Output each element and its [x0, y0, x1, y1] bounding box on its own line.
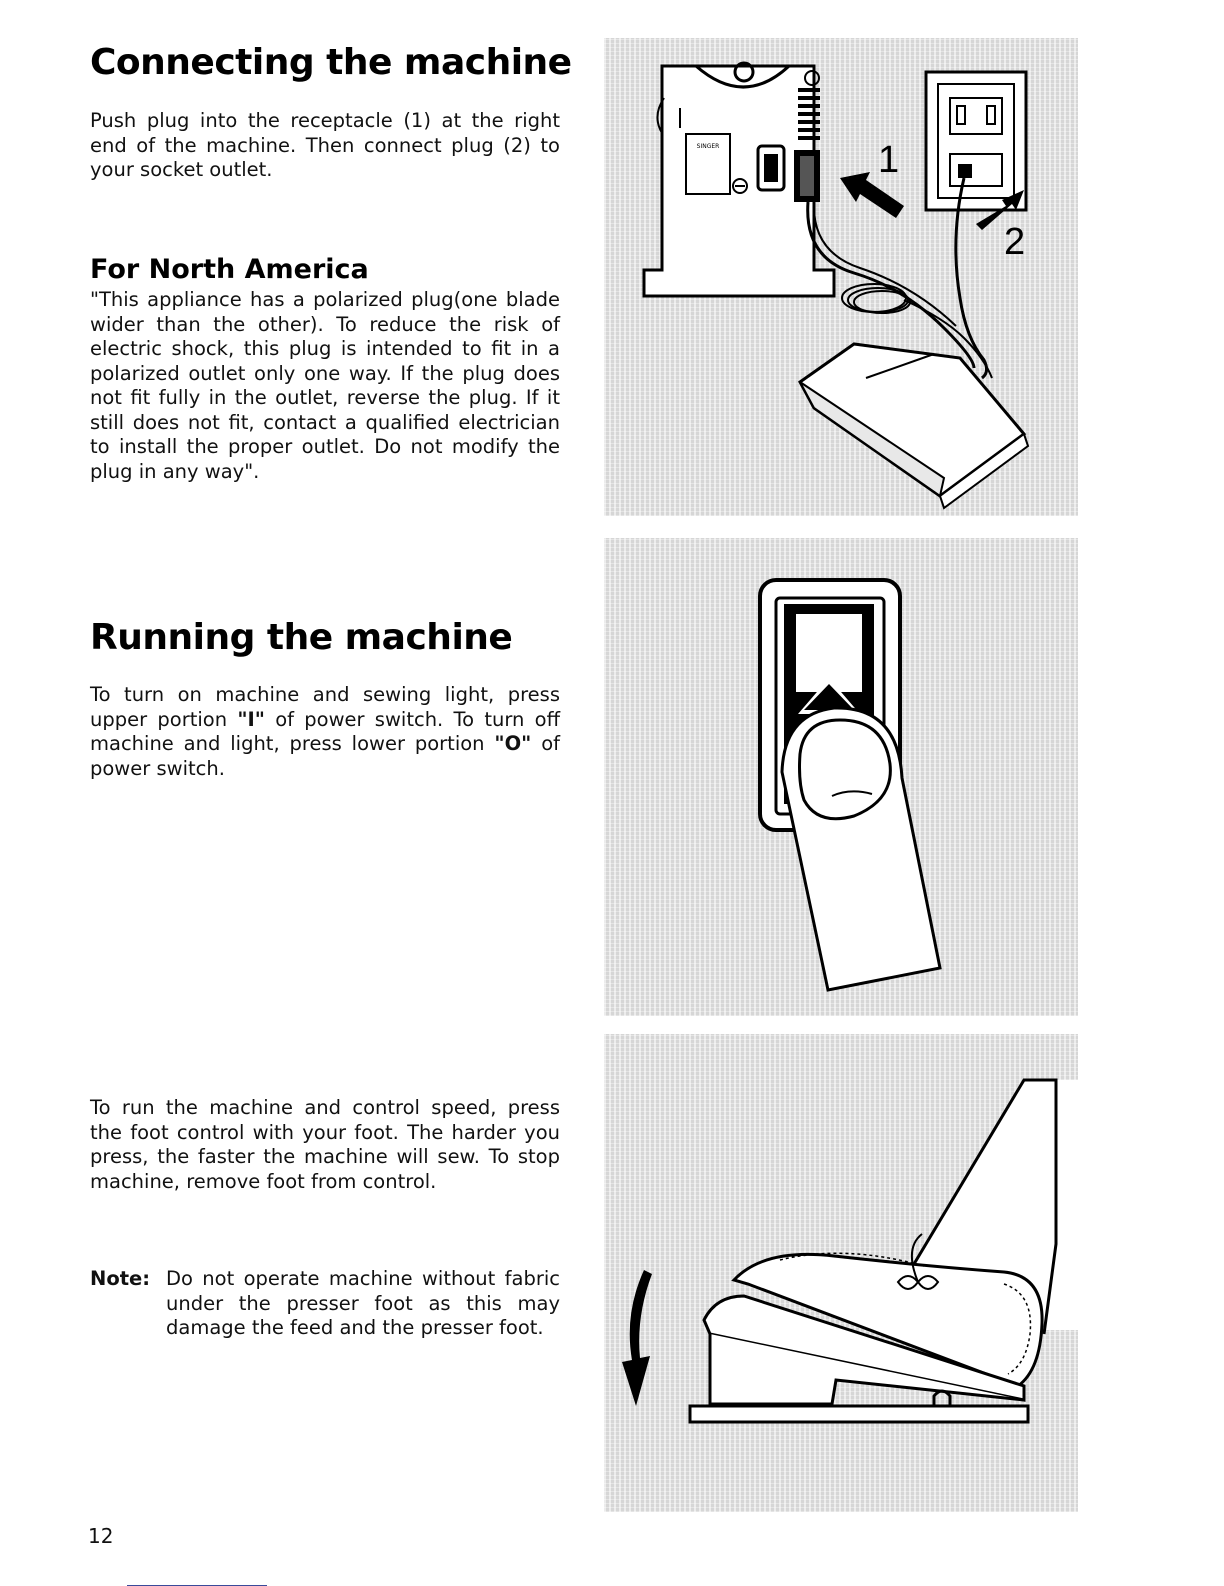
brand-text: SINGER	[696, 143, 720, 150]
north-america-warning: "This appliance has a polarized plug(one blade wider than the other). To reduce the risk of electric shock, this plug is intended to fit in a polarized outlet only one way. If the plug does not fit fully in the outlet, reverse the plug. If it still does not fit, contact a qualified electrician to install the proper outlet. Do not modify the plug in any way".	[90, 288, 560, 483]
power-switch-illustration	[604, 538, 1078, 1016]
running-instructions: To turn on machine and sewing light, press upper portion "I" of power switch. To turn off machine and light, press lower portion "O" of power switch.	[90, 683, 560, 780]
callout-1: 1	[878, 139, 900, 181]
fingernail-icon	[800, 720, 891, 819]
page-number: 12	[88, 1524, 114, 1548]
figure-connecting-machine	[604, 38, 1078, 516]
section-title-north-america: For North America	[90, 254, 369, 285]
section-title-connecting: Connecting the machine	[90, 42, 572, 83]
pedal-base	[690, 1406, 1028, 1422]
figure-foot-control	[604, 1034, 1078, 1512]
figure-power-switch	[604, 538, 1078, 1016]
finger-icon	[782, 708, 940, 990]
foot-control-pedal-icon	[800, 344, 1028, 508]
foot-control-instructions: To run the machine and control speed, press the foot control with your foot. The harder you press, the faster the machine will sew. To stop machine, remove foot from control.	[90, 1096, 560, 1193]
press-down-arrow-icon	[622, 1270, 652, 1406]
connecting-instructions: Push plug into the receptacle (1) at the right end of the machine. Then connect plug (2) to your socket outlet.	[90, 109, 560, 181]
connecting-illustration	[604, 38, 1078, 516]
wall-outlet-icon	[926, 72, 1026, 210]
off-mark: "O"	[494, 732, 532, 755]
section-title-running: Running the machine	[90, 617, 513, 658]
foot-control-illustration	[604, 1034, 1078, 1512]
on-mark: "I"	[237, 707, 265, 731]
callout-2: 2	[1004, 221, 1026, 263]
note-label: Note:	[90, 1267, 151, 1290]
note-text: Do not operate machine without fabric under the presser foot as this may damage the feed and the presser foot.	[166, 1267, 560, 1339]
